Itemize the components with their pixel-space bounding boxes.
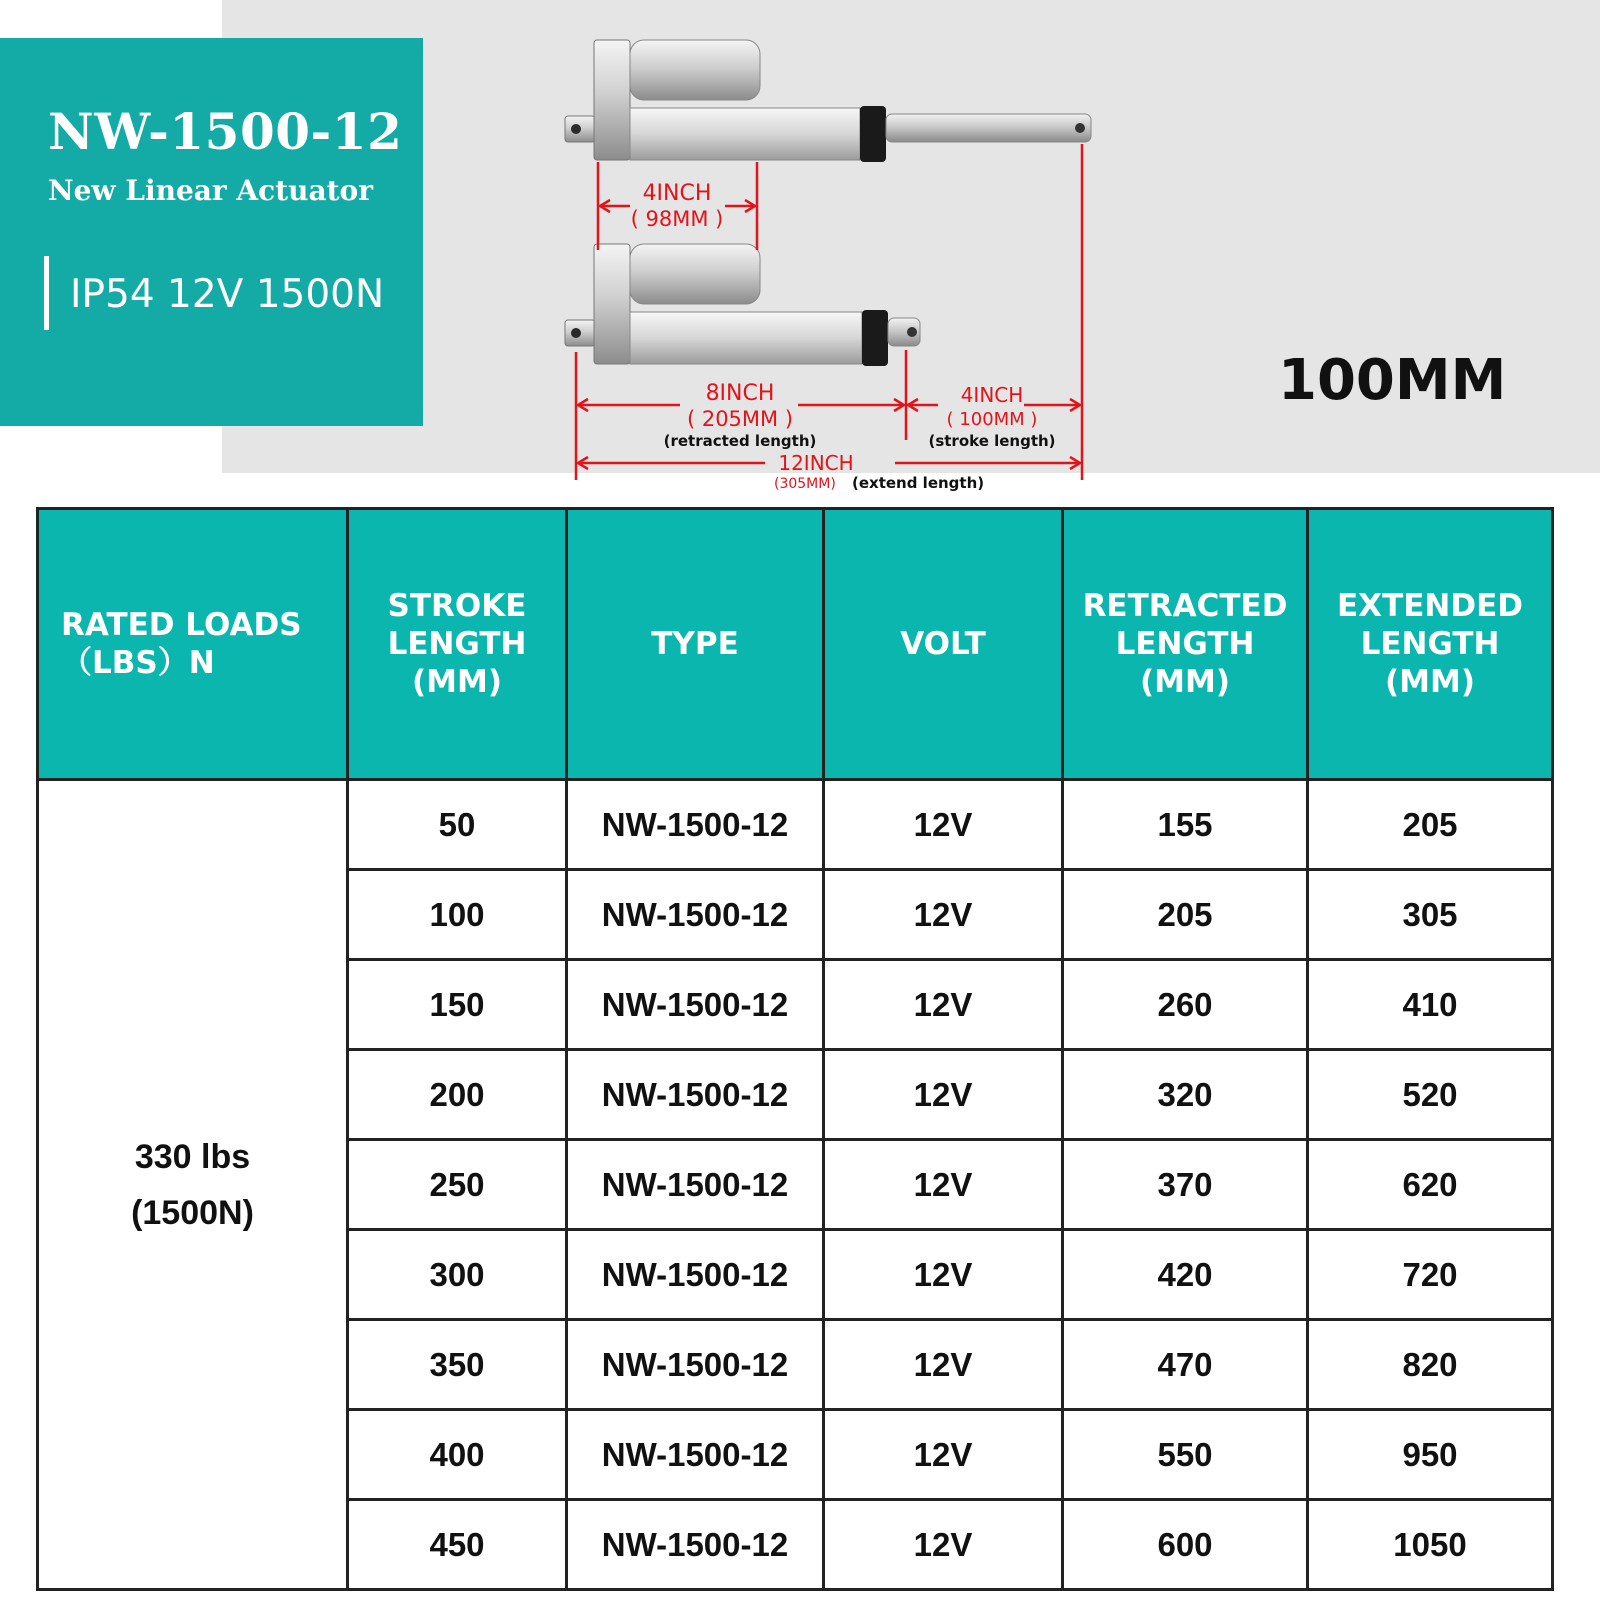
retracted-cell: 155 xyxy=(1063,780,1308,870)
volt-cell: 12V xyxy=(824,870,1063,960)
model-title: NW-1500-12 xyxy=(48,102,403,161)
divider-bar xyxy=(44,256,49,330)
stroke-length-caption: (stroke length) xyxy=(928,432,1056,450)
extended-cell: 305 xyxy=(1308,870,1553,960)
stroke-cell: 350 xyxy=(348,1320,567,1410)
type-cell: NW-1500-12 xyxy=(567,870,824,960)
stroke-length-mm: ( 100MM ) xyxy=(946,409,1038,430)
volt-cell: 12V xyxy=(824,1230,1063,1320)
table-header-row xyxy=(38,509,1553,780)
extended-cell: 820 xyxy=(1308,1320,1553,1410)
extended-cell: 410 xyxy=(1308,960,1553,1050)
title-panel xyxy=(0,38,423,426)
retracted-cell: 420 xyxy=(1063,1230,1308,1320)
actuator-dimension-diagram xyxy=(560,30,1140,510)
stroke-cell: 200 xyxy=(348,1050,567,1140)
stroke-size-label: 100MM xyxy=(1278,348,1507,413)
retracted-length-caption: (retracted length) xyxy=(663,432,817,450)
table-row xyxy=(38,780,1553,870)
header-type: TYPE xyxy=(567,509,824,780)
stroke-cell: 150 xyxy=(348,960,567,1050)
volt-cell: 12V xyxy=(824,1140,1063,1230)
stroke-cell: 100 xyxy=(348,870,567,960)
extend-length-mm: (305MM) xyxy=(774,476,836,492)
retracted-actuator-illustration xyxy=(565,244,920,366)
stroke-cell: 450 xyxy=(348,1500,567,1590)
rated-load-lbs: 330 lbs xyxy=(134,1137,251,1176)
spec-summary: IP54 12V 1500N xyxy=(70,272,385,317)
header-extended-length: EXTENDED LENGTH (MM) xyxy=(1308,509,1553,780)
retracted-cell: 205 xyxy=(1063,870,1308,960)
type-cell: NW-1500-12 xyxy=(567,1140,824,1230)
extended-cell: 950 xyxy=(1308,1410,1553,1500)
volt-cell: 12V xyxy=(824,780,1063,870)
header-stroke-length: STROKE LENGTH (MM) xyxy=(348,509,567,780)
type-cell: NW-1500-12 xyxy=(567,780,824,870)
volt-cell: 12V xyxy=(824,1410,1063,1500)
stroke-length-inch: 4INCH xyxy=(960,383,1024,407)
type-cell: NW-1500-12 xyxy=(567,960,824,1050)
extended-cell: 620 xyxy=(1308,1140,1553,1230)
extended-cell: 1050 xyxy=(1308,1500,1553,1590)
stroke-cell: 250 xyxy=(348,1140,567,1230)
rated-load-newton: (1500N) xyxy=(131,1193,254,1232)
type-cell: NW-1500-12 xyxy=(567,1050,824,1140)
header-rated-loads: RATED LOADS （LBS）N xyxy=(38,509,348,780)
retracted-cell: 550 xyxy=(1063,1410,1308,1500)
type-cell: NW-1500-12 xyxy=(567,1230,824,1320)
extended-cell: 520 xyxy=(1308,1050,1553,1140)
stroke-label-mm: ( 98MM ) xyxy=(630,207,724,231)
extend-length-caption: (extend length) xyxy=(852,474,985,492)
retracted-length-inch: 8INCH xyxy=(705,381,775,406)
extended-actuator-illustration xyxy=(565,40,1091,162)
stroke-cell: 50 xyxy=(348,780,567,870)
extended-cell: 720 xyxy=(1308,1230,1553,1320)
volt-cell: 12V xyxy=(824,1320,1063,1410)
stroke-label-inch: 4INCH xyxy=(642,181,712,206)
stroke-cell: 300 xyxy=(348,1230,567,1320)
type-cell: NW-1500-12 xyxy=(567,1320,824,1410)
retracted-cell: 260 xyxy=(1063,960,1308,1050)
rated-load-cell xyxy=(38,780,348,1590)
volt-cell: 12V xyxy=(824,960,1063,1050)
product-subtitle: New Linear Actuator xyxy=(48,174,373,207)
volt-cell: 12V xyxy=(824,1500,1063,1590)
extended-cell: 205 xyxy=(1308,780,1553,870)
retracted-cell: 370 xyxy=(1063,1140,1308,1230)
specification-table xyxy=(36,507,1554,1591)
type-cell: NW-1500-12 xyxy=(567,1500,824,1590)
retracted-cell: 470 xyxy=(1063,1320,1308,1410)
header-volt: VOLT xyxy=(824,509,1063,780)
retracted-cell: 320 xyxy=(1063,1050,1308,1140)
volt-cell: 12V xyxy=(824,1050,1063,1140)
header-retracted-length: RETRACTED LENGTH (MM) xyxy=(1063,509,1308,780)
retracted-cell: 600 xyxy=(1063,1500,1308,1590)
retracted-length-mm: ( 205MM ) xyxy=(686,407,794,431)
stroke-cell: 400 xyxy=(348,1410,567,1500)
extend-length-inch: 12INCH xyxy=(778,451,854,475)
type-cell: NW-1500-12 xyxy=(567,1410,824,1500)
